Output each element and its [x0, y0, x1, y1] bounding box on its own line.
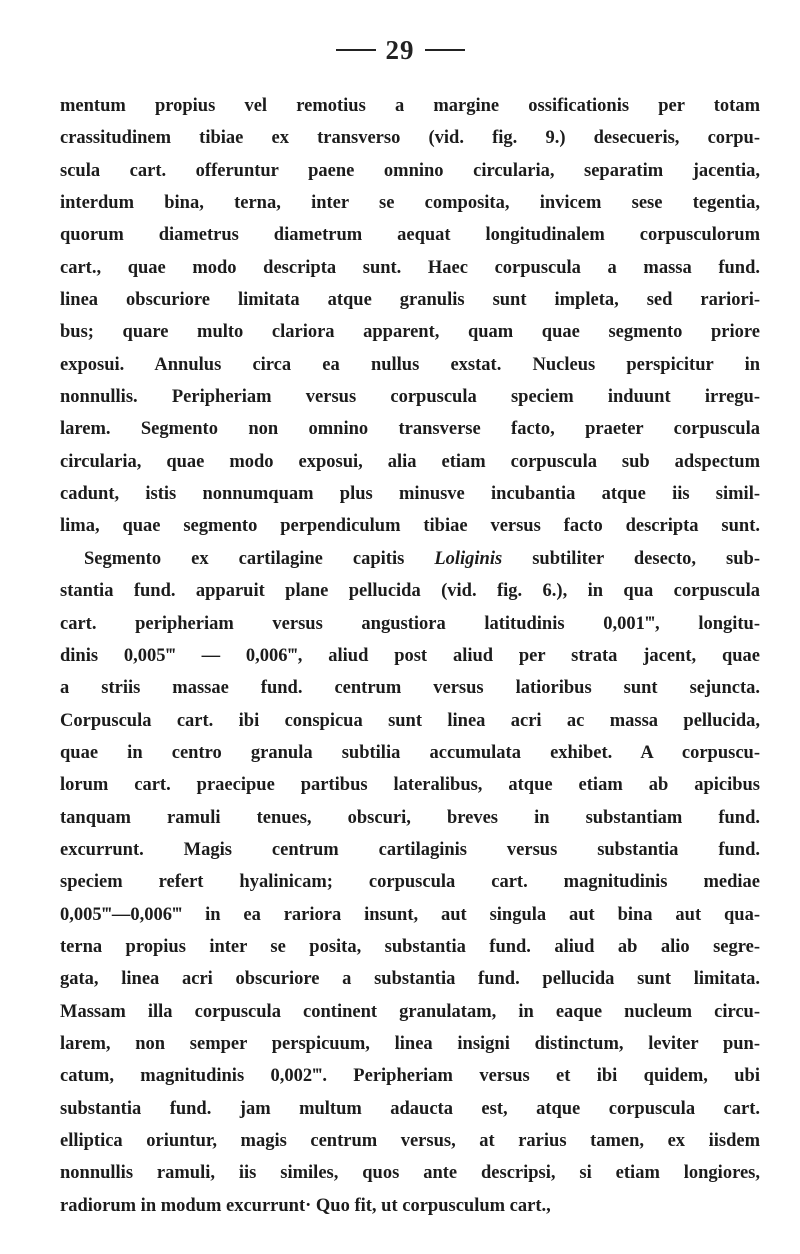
text-line: substantia fund. jam multum adaucta est, atque corpuscula cart. [60, 1098, 760, 1119]
text-line: lima, quae segmento perpendiculum tibiae versus facto descripta sunt. [60, 516, 760, 537]
text-line: Segmento ex cartilagine capitis Loliginis subtiliter desecto, sub- [84, 548, 760, 569]
text-line: cadunt, istis nonnumquam plus minusve incubantia atque iis simil- [60, 484, 760, 505]
text-line: linea obscuriore limitata atque granulis sunt impleta, sed rariori- [60, 290, 760, 311]
text-line: lorum cart. praecipue partibus lateralibus, atque etiam ab apicibus [60, 775, 760, 796]
text-line: exposui. Annulus circa ea nullus exstat. Nucleus perspicitur in [60, 354, 760, 375]
text-line: Corpuscula cart. ibi conspicua sunt linea acri ac massa pellucida, [60, 710, 760, 731]
text-line: quorum diametrus diametrum aequat longitudinalem corpusculorum [60, 225, 760, 246]
text-line: scula cart. offeruntur paene omnino circularia, separatim jacentia, [60, 160, 760, 181]
text-line: tanquam ramuli tenues, obscuri, breves in substantiam fund. [60, 807, 760, 828]
text-line: larem, non semper perspicuum, linea insigni distinctum, leviter pun- [60, 1033, 760, 1054]
text-line: cart., quae modo descripta sunt. Haec corpuscula a massa fund. [60, 257, 760, 278]
text-line: a striis massae fund. centrum versus latioribus sunt sejuncta. [60, 678, 760, 699]
text-line: stantia fund. apparuit plane pellucida (vid. fig. 6.), in qua corpuscula [60, 581, 760, 602]
text-line: quae in centro granula subtilia accumulata exhibet. A corpuscu- [60, 742, 760, 763]
page-header [0, 32, 800, 68]
text-line: interdum bina, terna, inter se composita, invicem sese tegentia, [60, 193, 760, 214]
text-line: dinis 0,005‴ — 0,006‴, aliud post aliud per strata jacent, quae [60, 645, 760, 666]
text-line: nonnullis ramuli, iis similes, quos ante descripsi, si etiam longiores, [60, 1163, 760, 1184]
page-number: 29 [385, 34, 415, 65]
text-line: circularia, quae modo exposui, alia etiam corpuscula sub adspectum [60, 451, 760, 472]
text-line: radiorum in modum excurrunt· Quo fit, ut corpusculum cart., [60, 1195, 551, 1216]
text-line: nonnullis. Peripheriam versus corpuscula speciem induunt irregu- [60, 387, 760, 408]
text-line: 0,005‴—0,006‴ in ea rariora insunt, aut singula aut bina aut qua- [60, 904, 760, 925]
text-line: cart. peripheriam versus angustiora latitudinis 0,001‴, longitu- [60, 613, 760, 634]
text-line: gata, linea acri obscuriore a substantia fund. pellucida sunt limitata. [60, 969, 760, 990]
body-text [60, 90, 760, 1222]
text-line: speciem refert hyalinicam; corpuscula cart. magnitudinis mediae [60, 872, 760, 893]
header-rule-right [425, 49, 465, 51]
text-line: mentum propius vel remotius a margine ossificationis per totam [60, 96, 760, 116]
text-line: crassitudinem tibiae ex transverso (vid. fig. 9.) desecueris, corpu- [60, 128, 760, 149]
text-line: bus; quare multo clariora apparent, quam quae segmento priore [60, 322, 760, 343]
text-line: catum, magnitudinis 0,002‴. Peripheriam versus et ibi quidem, ubi [60, 1066, 760, 1087]
header-rule-left [336, 49, 376, 51]
text-line: Massam illa corpuscula continent granulatam, in eaque nucleum circu- [60, 1001, 760, 1022]
text-line: terna propius inter se posita, substantia fund. aliud ab alio segre- [60, 936, 760, 957]
text-line: excurrunt. Magis centrum cartilaginis versus substantia fund. [60, 839, 760, 860]
text-line: larem. Segmento non omnino transverse facto, praeter corpuscula [60, 419, 760, 440]
genus-name: Loliginis [434, 548, 503, 569]
text-line: elliptica oriuntur, magis centrum versus, at rarius tamen, ex iisdem [60, 1131, 760, 1151]
